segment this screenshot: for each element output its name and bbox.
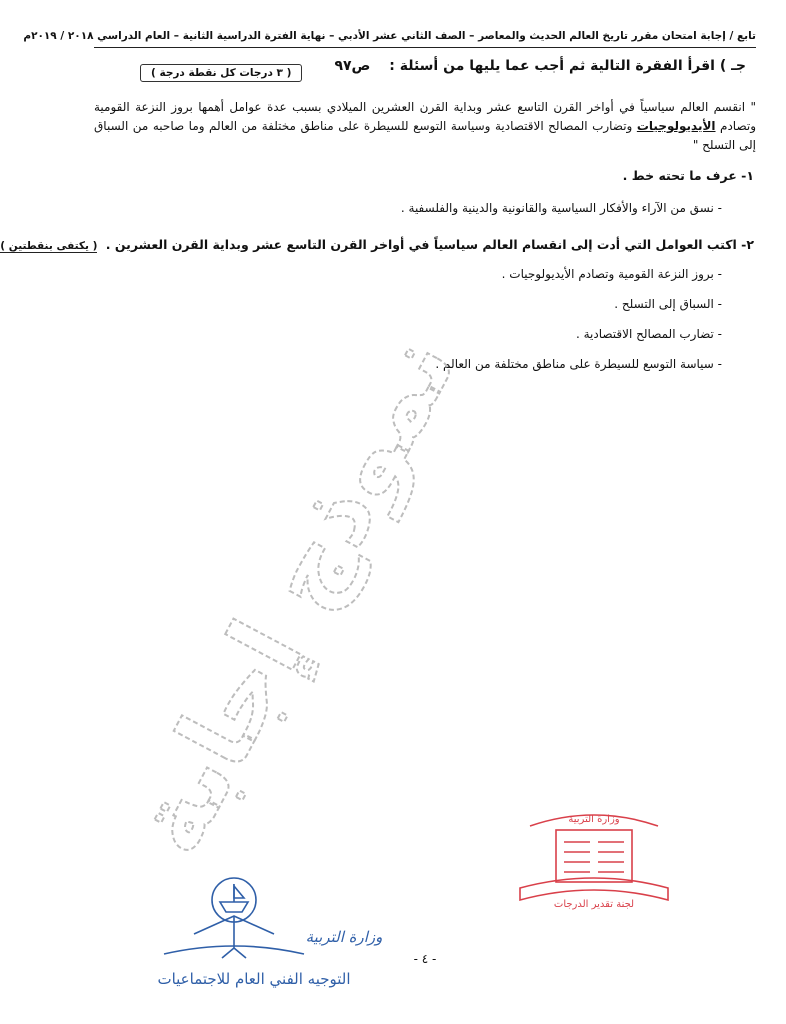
question-1-label: ١- عرف ما تحته خط . bbox=[622, 168, 754, 183]
passage-paragraph bbox=[94, 98, 756, 155]
answer-item: - سياسة التوسع للسيطرة على مناطق مختلفة من العالم . bbox=[435, 357, 722, 371]
points-badge: ( ٣ درجات كل نقطة درجة ) bbox=[140, 64, 302, 82]
svg-text:لجنة تقدير الدرجات: لجنة تقدير الدرجات bbox=[553, 899, 635, 910]
question-title bbox=[334, 58, 746, 74]
answer-item: - تضارب المصالح الاقتصادية . bbox=[575, 327, 722, 341]
question-title-text: جـ ) اقرأ الفقرة التالية ثم أجب عما يليها من أسئلة : bbox=[389, 58, 746, 74]
question-2-label bbox=[0, 237, 754, 252]
page-header: تابع / إجابة امتحان مقرر تاريخ العالم الحديث والمعاصر – الصف الثاني عشر الأدبي – نهاية الفترة الدراسية الثانية – العام الدراسي ٢٠١٨ / ٢٠١٩م bbox=[94, 30, 756, 48]
answer-item: - السباق إلى التسلح . bbox=[614, 297, 722, 311]
svg-text:وزارة التربية: وزارة التربية bbox=[568, 814, 620, 825]
answer-item: - بروز النزعة القومية وتصادم الأيديولوجيات . bbox=[501, 267, 722, 281]
page-reference: ص٩٧ bbox=[334, 58, 371, 74]
question-2-text: ٢- اكتب العوامل التي أدت إلى انقسام العالم سياسياً في أواخر القرن التاسع عشر وبداية القرن العشرين . bbox=[105, 237, 754, 252]
watermark-text-icon bbox=[108, 315, 534, 872]
committee-stamp-icon bbox=[510, 808, 678, 908]
passage-text-after: وتضارب المصالح الاقتصادية وسياسة التوسع للسيطرة على مناطق مختلفة من العالم وما صاحبه من السباق إلى التسلح " bbox=[94, 119, 756, 152]
svg-text:التوجيه الفني العام للاجتماعيا: التوجيه الفني العام للاجتماعيات bbox=[157, 970, 351, 988]
question-2-note: ( يكتفى بنقطتين ) bbox=[0, 240, 98, 252]
svg-text:نموذج إجابة: نموذج إجابة bbox=[108, 315, 479, 872]
passage-text-before: " انقسم العالم سياسياً في أواخر القرن التاسع عشر وبداية القرن العشرين الميلادي بسبب عدة عوامل أهمها بروز النزعة القومية وتصادم bbox=[94, 100, 756, 133]
page-number: - ٤ - bbox=[413, 952, 437, 966]
ministry-logo-icon bbox=[134, 872, 383, 992]
question-1-answer: - نسق من الآراء والأفكار السياسية والقانونية والدينية والفلسفية . bbox=[400, 201, 722, 215]
passage-underlined-term: الأيديولوجيات bbox=[636, 119, 716, 133]
svg-text:وزارة التربية: وزارة التربية bbox=[305, 928, 383, 946]
question-2-answers bbox=[435, 267, 722, 387]
